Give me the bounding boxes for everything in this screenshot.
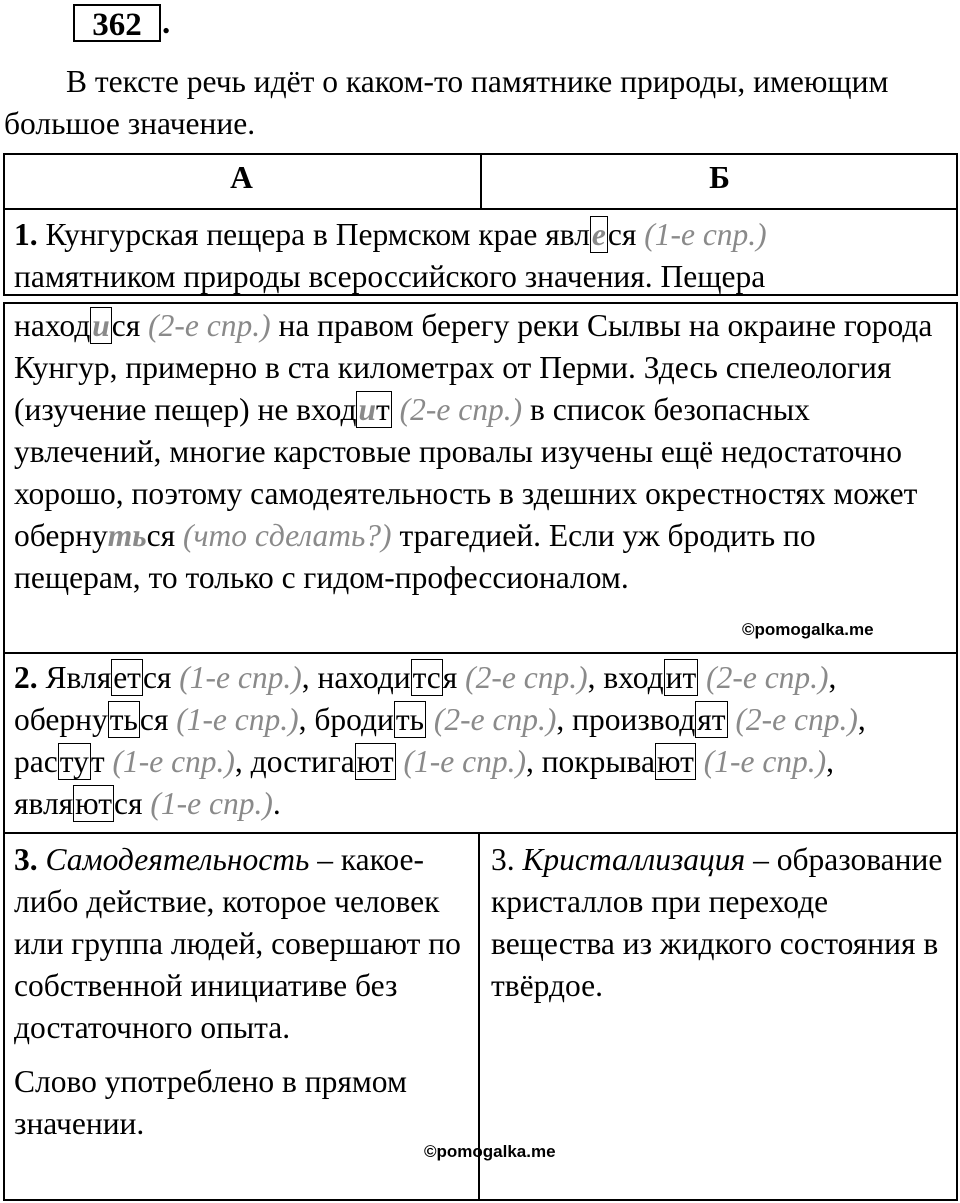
word-part: покрыва <box>541 744 655 779</box>
conjugation-note: (1-е спр.) <box>403 744 526 779</box>
watermark: ©pomogalka.me <box>424 1142 556 1161</box>
term-a: Самодеятельность <box>45 842 310 877</box>
ending-box: ит <box>358 392 390 427</box>
term-b: Кристаллизация <box>522 842 746 877</box>
header-bottom-line <box>3 208 958 210</box>
column-header-b: Б <box>709 160 730 195</box>
row3-b-number: 3. <box>491 842 515 877</box>
row1-text-suffix: ся <box>607 217 637 252</box>
word-suffix: ся <box>142 660 172 695</box>
ending-box: ют <box>656 744 694 779</box>
conjugation-note: (1-е спр.) <box>176 702 299 737</box>
separator: , <box>828 660 837 695</box>
exercise-number-dot: . <box>162 5 171 41</box>
word-suffix: ся <box>114 786 143 821</box>
conjugation-note: (1-е спр.) <box>703 744 827 779</box>
word-suffix: я <box>442 660 458 695</box>
word-part: находи <box>317 660 411 695</box>
conjugation-note: (2-е спр.) <box>735 702 858 737</box>
conjugation-note: (1-е спр.) <box>179 660 302 695</box>
separator: , <box>556 702 573 737</box>
word-suffix: т <box>90 744 105 779</box>
ending-box: ту <box>59 744 89 779</box>
word-suffix: ся <box>111 308 141 343</box>
continuation-text: на правом берегу реки Сылвы на окраине города Кунгур, примерно в ста километрах от Перми. Здесь спелеология (изучение пещер) не вход <box>14 308 933 427</box>
question-note: (что сделать?) <box>182 518 392 553</box>
usage-note: Слово употреблено в прямом значении. <box>14 1064 407 1141</box>
word-part: броди <box>314 702 394 737</box>
separator: , <box>234 744 251 779</box>
conjugation-note: (2-е спр.) <box>433 702 557 737</box>
continuation-text: в список безопасных увлечений, многие карстовые провалы изучены ещё недостаточно хорошо, поэтому самодеятельность в здешних окрестностях может оберну <box>14 392 918 553</box>
row1-cell <box>14 214 954 298</box>
word-part: наход <box>14 308 91 343</box>
separator: , <box>826 744 835 779</box>
word-suffix: ся <box>139 702 169 737</box>
conjugation-note: (1-е спр.) <box>112 744 235 779</box>
column-header-a: А <box>230 160 253 195</box>
ending-box: и <box>92 308 110 343</box>
exercise-number: 362 <box>73 4 161 42</box>
conjugation-note: (1-е спр.) <box>644 217 767 252</box>
ending-box: е <box>591 217 606 252</box>
conjugation-note: (2-е спр.) <box>706 660 829 695</box>
ending-box: ит <box>665 660 697 695</box>
conjugation-note: (2-е спр.) <box>399 392 523 427</box>
word-suffix: ся <box>146 518 176 553</box>
continuation-text: трагедией. Если уж бродить по пещерам, то только с гидом-профессионалом. <box>14 518 816 595</box>
word-part: явля <box>14 786 74 821</box>
ending-box: ют <box>75 786 113 821</box>
separator: , <box>298 702 315 737</box>
definition-a: – какое-либо действие, которое человек или группа людей, совершают по собственной инициативе без достаточного опыта. <box>14 842 461 1045</box>
ending-box: ют <box>356 744 394 779</box>
row2-number: 2. <box>14 660 38 695</box>
separator: . <box>272 786 281 821</box>
ending-box: ет <box>113 660 141 695</box>
separator: , <box>857 702 866 737</box>
conjugation-note: (2-е спр.) <box>148 308 271 343</box>
conjugation-note: (1-е спр.) <box>150 786 273 821</box>
separator: , <box>301 660 318 695</box>
row3-a-number: 3. <box>14 842 38 877</box>
ending-box: ят <box>697 702 726 737</box>
conjugation-note: (2-е спр.) <box>465 660 588 695</box>
separator: , <box>525 744 542 779</box>
watermark: ©pomogalka.me <box>742 620 874 639</box>
row1-text-line2: памятником природы всероссийского значения. Пещера <box>14 259 766 294</box>
row1-continuation <box>14 305 950 599</box>
separator: , <box>587 660 604 695</box>
definition-b: – образование кристаллов при переходе вещества из жидкого состояния в твёрдое. <box>491 842 943 1003</box>
ending-box: тс <box>412 660 441 695</box>
word-part: рас <box>14 744 58 779</box>
word-part: вход <box>603 660 664 695</box>
ending-box: ть <box>395 702 425 737</box>
row3-cell-b <box>491 839 949 1007</box>
row1-number: 1. <box>14 217 38 252</box>
ending-box: ть <box>109 702 138 737</box>
word-part: достига <box>250 744 355 779</box>
row1-text-start: Кунгурская пещера в Пермском крае явл <box>37 217 590 252</box>
word-part: Явля <box>45 660 112 695</box>
word-part: производ <box>572 702 696 737</box>
highlighted-letters: ть <box>107 518 147 553</box>
word-part: оберну <box>14 702 108 737</box>
row2-cell <box>14 657 950 825</box>
intro-text: В тексте речь идёт о каком-то памятнике природы, имеющим большое значение. <box>4 64 889 141</box>
row3-cell-a <box>14 839 472 1145</box>
